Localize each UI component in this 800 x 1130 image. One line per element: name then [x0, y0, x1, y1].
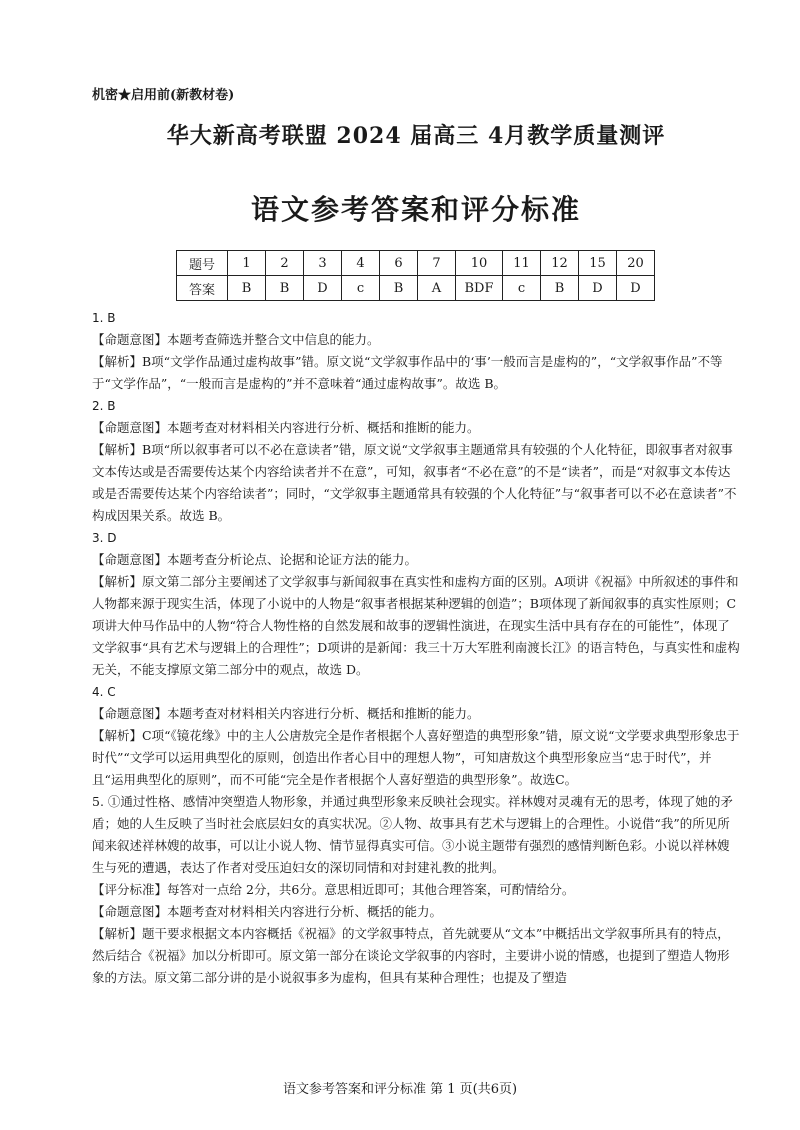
answer-cell: BDF	[456, 276, 503, 301]
document-subtitle: 语文参考答案和评分标准	[250, 193, 581, 226]
question-4-intent: 【命题意图】本题考查对材料相关内容进行分析、概括和推断的能力。	[92, 706, 480, 721]
question-5-intent: 【命题意图】本题考查对材料相关内容进行分析、概括的能力。	[92, 904, 443, 919]
answer-table	[176, 250, 655, 301]
question-5-analysis: 【解析】题干要求根据文本内容概括《祝福》的文学叙事特点，首先就要从“文本”中概括出文学叙事所具有的特点，然后结合《祝福》加以分析即可。原文第一部分在谈论文学叙事的内容时，主要讲小说的情感，也提到了塑造人物形象的方法。原文第二部分讲的是小说叙事多为虚构，但具有某种合理性；也提及了塑造	[92, 926, 730, 985]
question-3-analysis: 【解析】原文第二部分主要阐述了文学叙事与新闻叙事在真实性和虚构方面的区别。A项讲《祝福》中所叙述的事件和人物都来源于现实生活，体现了小说中的人物是“叙事者根据某种逻辑的创造”；B项体现了新闻叙事的真实性原则；C项讲大仲马作品中的人物“符合人物性格的自然发展和故事的逻辑性演进，在现实生活中具有存在的可能性”，体现了文学叙事“具有艺术与逻辑上的合理性”；D项讲的是新闻：我三十万大军胜利南渡长江》的语言特色，与真实性和虚构无关，不能支撑原文第二部分中的观点，故选 D。	[92, 574, 740, 677]
question-3-answer: 3. D	[92, 531, 117, 545]
question-number: 1	[228, 251, 266, 276]
answer-cell: c	[342, 276, 380, 301]
document-title: 华大新高考联盟 2024 届高三 4月教学质量测评	[166, 123, 666, 149]
question-number: 2	[266, 251, 304, 276]
question-5-answer: 5. ①通过性格、感情冲突塑造人物形象，并通过典型形象来反映社会现实。祥林嫂对灵魂有无的思考，体现了她的矛盾；她的人生反映了当时社会底层妇女的真实状况。②人物、故事具有艺术与逻辑上的合理性。小说借“我”的所见所闻来叙述祥林嫂的故事，可以让小说人物、情节显得真实可信。③小说主题带有强烈的感情判断色彩。小说以祥林嫂生与死的遭遇，表达了作者对受压迫妇女的深切同情和对封建礼教的批判。	[92, 794, 733, 875]
question-2-intent: 【命题意图】本题考查对材料相关内容进行分析、概括和推断的能力。	[92, 420, 480, 435]
question-number: 10	[456, 251, 503, 276]
question-4-answer: 4. C	[92, 685, 116, 699]
question-number: 15	[579, 251, 617, 276]
question-number: 4	[342, 251, 380, 276]
question-number: 12	[541, 251, 579, 276]
question-1-analysis: 【解析】B项“文学作品通过虚构故事”错。原文说“文学叙事作品中的‘事’一般而言是虚构的”，“文学叙事作品”不等于“文学作品”，“一般而言是虚构的”并不意味着“通过虚构故事”。故选 B。	[92, 354, 723, 391]
page-footer: 语文参考答案和评分标准 第 1 页(共6页)	[282, 1082, 518, 1097]
question-number: 3	[304, 251, 342, 276]
answer-cell: B	[228, 276, 266, 301]
question-number: 6	[380, 251, 418, 276]
row-label: 答案	[177, 276, 228, 301]
question-number: 11	[503, 251, 541, 276]
answer-cell: B	[380, 276, 418, 301]
question-4-analysis: 【解析】C项“《镜花缘》中的主人公唐敖完全是作者根据个人喜好塑造的典型形象”错，原文说“文学要求典型形象忠于时代”“文学可以运用典型化的原则，创造出作者心目中的理想人物”，可知唐敖这个典型形象应当“忠于时代”，并且“运用典型化的原则”，而不可能“完全是作者根据个人喜好塑造的典型形象”。故选C。	[92, 728, 740, 787]
answer-cell: c	[503, 276, 541, 301]
question-2-answer: 2. B	[92, 399, 116, 413]
question-1-answer: 1. B	[92, 311, 116, 325]
question-3-intent: 【命题意图】本题考查分析论点、论据和论证方法的能力。	[92, 552, 418, 567]
row-label: 题号	[177, 251, 228, 276]
answer-row	[177, 276, 655, 301]
question-number-row	[177, 251, 655, 276]
answer-cell: A	[418, 276, 456, 301]
answer-explanations	[92, 307, 740, 989]
question-number: 20	[617, 251, 655, 276]
confidential-label: 机密★启用前(新教材卷)	[92, 88, 235, 103]
answer-cell: B	[266, 276, 304, 301]
question-number: 7	[418, 251, 456, 276]
question-5-scoring: 【评分标准】每答对一点给 2分，共6分。意思相近即可；其他合理答案，可酌情给分。	[92, 882, 575, 897]
answer-cell: D	[579, 276, 617, 301]
question-2-analysis: 【解析】B项“所以叙事者可以不必在意读者”错，原文说“文学叙事主题通常具有较强的个人化特征，即叙事者对叙事文本传达或是否需要传达某个内容给读者并不在意”，可知，叙事者“不必在意”的不是“读者”，而是“对叙事文本传达或是否需要传达某个内容给读者”；同时，“文学叙事主题通常具有较强的个人化特征”与“叙事者可以不必在意读者”不构成因果关系。故选 B。	[92, 442, 737, 523]
answer-cell: D	[304, 276, 342, 301]
question-1-intent: 【命题意图】本题考查筛选并整合文中信息的能力。	[92, 332, 380, 347]
answer-cell: B	[541, 276, 579, 301]
answer-cell: D	[617, 276, 655, 301]
